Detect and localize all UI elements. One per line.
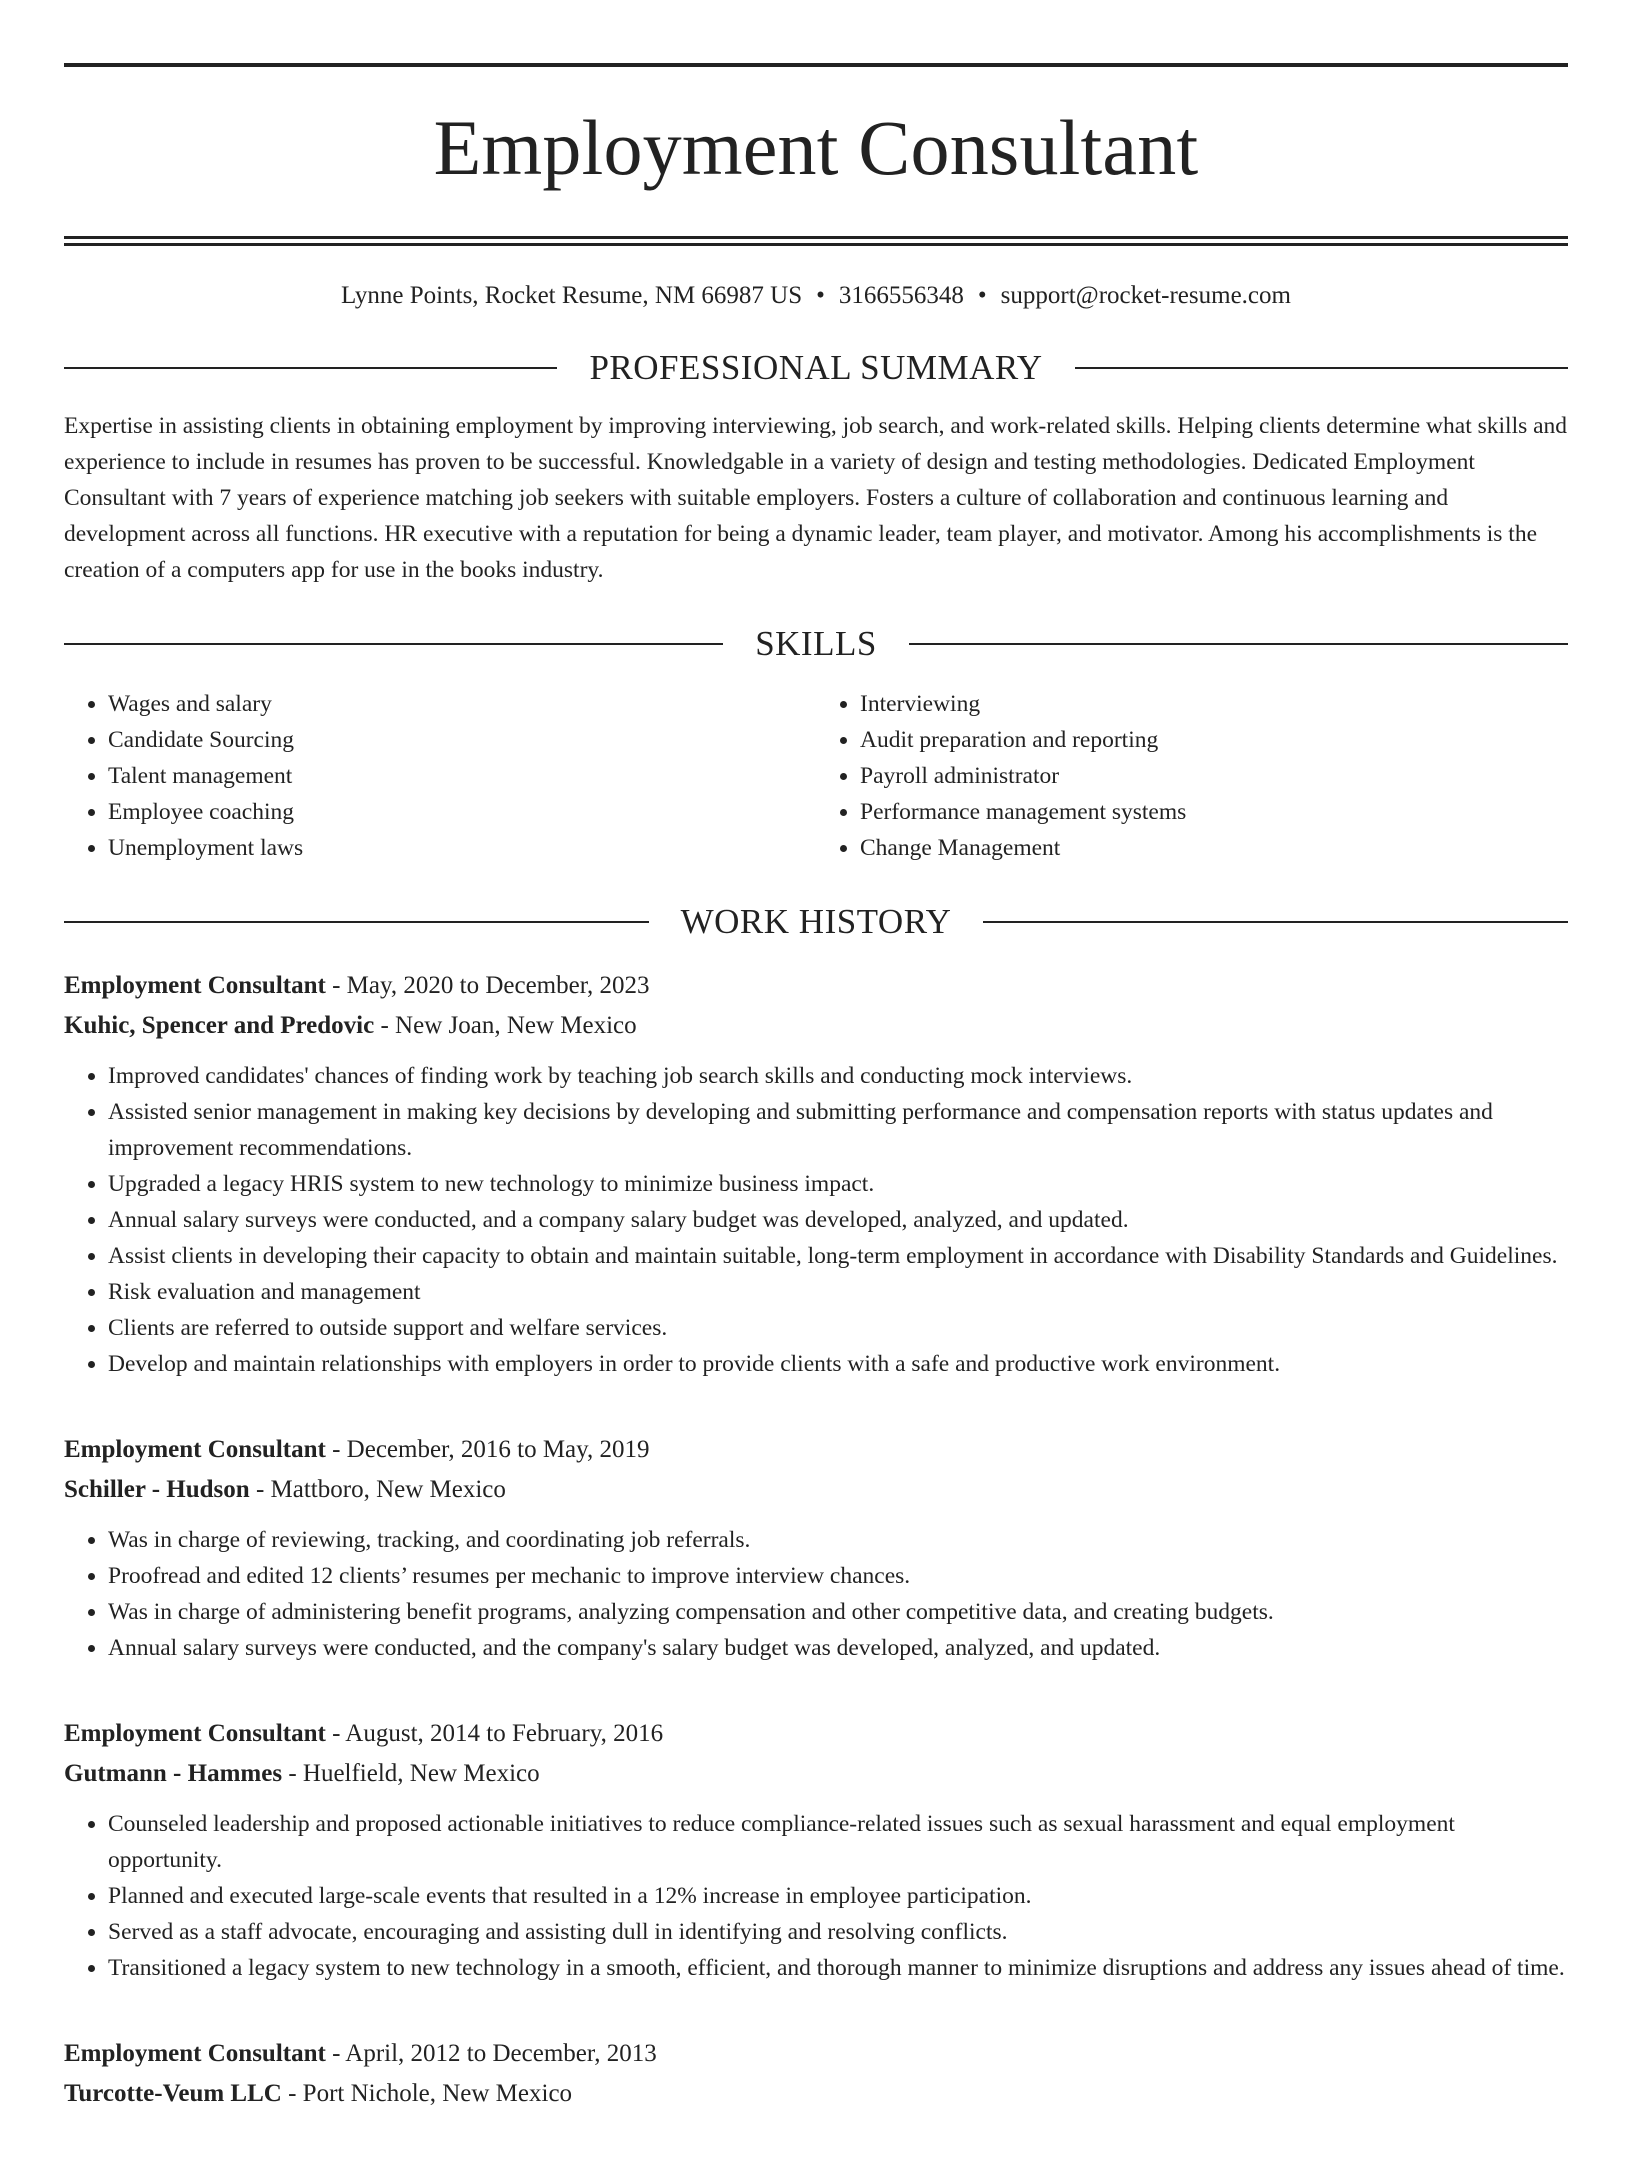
- skill-item: • Change Management: [860, 830, 1568, 866]
- job-bullet: • Transitioned a legacy system to new technology in a smooth, efficient, and thorough manner to minimize disruptions and address any issues ahead of time.: [108, 1950, 1568, 1986]
- job-bullet: • Served as a staff advocate, encouraging and assisting dull in identifying and resolving conflicts.: [108, 1914, 1568, 1950]
- job-dates: - April, 2012 to December, 2013: [325, 2040, 657, 2067]
- resume-title: Employment Consultant: [433, 104, 1199, 191]
- skill-item: • Audit preparation and reporting: [860, 722, 1568, 758]
- job-bullet: • Risk evaluation and management: [108, 1274, 1568, 1310]
- section-rule: [64, 921, 649, 923]
- top-rule: [64, 63, 1568, 67]
- skill-item: • Payroll administrator: [860, 758, 1568, 794]
- job-company-line: [64, 2074, 1568, 2114]
- job-bullet: • Annual salary surveys were conducted, and a company salary budget was developed, analyzed, and updated.: [108, 1202, 1568, 1238]
- summary-text: Expertise in assisting clients in obtaining employment by improving interviewing, job search, and work-related skills. Helping clients determine what skills and experience to include in resumes has proven to be successful. Knowledgable in a variety of design and testing methodologies. Dedicated Employment Consultant with 7 years of experience matching job seekers with suitable employers. Fosters a culture of collaboration and continuous learning and development across all functions. HR executive with a reputation for being a dynamic leader, team player, and motivator. Among his accomplishments is the creation of a computers app for use in the books industry.: [64, 413, 1568, 583]
- section-rule: [909, 643, 1568, 645]
- skill-item: • Candidate Sourcing: [108, 722, 816, 758]
- contact-separator: •: [816, 282, 825, 309]
- job-bullet: • Upgraded a legacy HRIS system to new technology to minimize business impact.: [108, 1166, 1568, 1202]
- work-section-header: [64, 902, 1568, 942]
- job-location: - Port Nichole, New Mexico: [281, 2080, 573, 2107]
- job-location: - Mattboro, New Mexico: [249, 1476, 506, 1503]
- job-title: Employment Consultant: [64, 2040, 326, 2067]
- job-bullet: • Counseled leadership and proposed actionable initiatives to reduce compliance-related issues such as sexual harassment and equal employment opportunity.: [108, 1806, 1568, 1878]
- summary-section-header: [64, 348, 1568, 388]
- job-company-line: [64, 1006, 1568, 1046]
- job-bullet: • Annual salary surveys were conducted, and the company's salary budget was developed, analyzed, and updated.: [108, 1630, 1568, 1666]
- section-rule: [983, 921, 1568, 923]
- skills-column-right: [816, 686, 1568, 866]
- skill-item: • Talent management: [108, 758, 816, 794]
- section-rule: [64, 643, 723, 645]
- job-title-line: [64, 1430, 1568, 1470]
- summary-section-title: PROFESSIONAL SUMMARY: [589, 348, 1043, 387]
- job-entry: [64, 1430, 1568, 1666]
- contact-email: support@rocket-resume.com: [1000, 282, 1291, 309]
- skills-section-title: SKILLS: [755, 624, 877, 663]
- job-bullets: [64, 1058, 1568, 1382]
- job-bullets: [64, 1806, 1568, 1986]
- job-dates: - August, 2014 to February, 2016: [325, 1720, 664, 1747]
- job-bullet: • Was in charge of administering benefit programs, analyzing compensation and other competitive data, and creating budgets.: [108, 1594, 1568, 1630]
- job-dates: - May, 2020 to December, 2023: [325, 972, 650, 999]
- contact-phone: 3166556348: [838, 282, 964, 309]
- job-bullet: • Clients are referred to outside support and welfare services.: [108, 1310, 1568, 1346]
- job-title-line: [64, 2034, 1568, 2074]
- job-company: Gutmann - Hammes: [64, 1760, 283, 1787]
- job-location: - New Joan, New Mexico: [374, 1012, 637, 1039]
- job-title-line: [64, 966, 1568, 1006]
- skill-item: • Performance management systems: [860, 794, 1568, 830]
- contact-line: [64, 280, 1568, 312]
- job-bullet: • Assist clients in developing their capacity to obtain and maintain suitable, long-term employment in accordance with Disability Standards and Guidelines.: [108, 1238, 1568, 1274]
- contact-separator: •: [977, 282, 987, 309]
- skill-item: • Interviewing: [860, 686, 1568, 722]
- skill-item: • Unemployment laws: [108, 830, 816, 866]
- job-title-line: [64, 1714, 1568, 1754]
- job-company-line: [64, 1754, 1568, 1794]
- skill-item: • Employee coaching: [108, 794, 816, 830]
- contact-address: Lynne Points, Rocket Resume, NM 66987 US: [341, 282, 803, 309]
- skills-section-header: [64, 624, 1568, 664]
- title-double-rule: [64, 236, 1568, 246]
- skills-column-left: [64, 686, 816, 866]
- job-entry: [64, 966, 1568, 1382]
- job-company: Schiller - Hudson: [64, 1476, 250, 1503]
- job-bullet: • Improved candidates' chances of finding work by teaching job search skills and conducting mock interviews.: [108, 1058, 1568, 1094]
- skills-list: [64, 686, 1568, 866]
- job-bullet: • Was in charge of reviewing, tracking, and coordinating job referrals.: [108, 1522, 1568, 1558]
- job-dates: - December, 2016 to May, 2019: [325, 1436, 650, 1463]
- job-title: Employment Consultant: [64, 972, 326, 999]
- resume-page: [0, 63, 1632, 2175]
- job-bullet: • Develop and maintain relationships with employers in order to provide clients with a safe and productive work environment.: [108, 1346, 1568, 1382]
- job-location: - Huelfield, New Mexico: [282, 1760, 540, 1787]
- section-rule: [1075, 367, 1568, 369]
- job-entry: [64, 2034, 1568, 2114]
- job-entry: [64, 1714, 1568, 1986]
- work-history-list: [64, 966, 1568, 2114]
- job-bullets: [64, 1522, 1568, 1666]
- job-bullet: • Proofread and edited 12 clients’ resumes per mechanic to improve interview chances.: [108, 1558, 1568, 1594]
- job-company: Kuhic, Spencer and Predovic: [64, 1012, 375, 1039]
- job-bullet: • Assisted senior management in making key decisions by developing and submitting performance and compensation reports with status updates and improvement recommendations.: [108, 1094, 1568, 1166]
- section-rule: [64, 367, 557, 369]
- job-title: Employment Consultant: [64, 1436, 326, 1463]
- work-section-title: WORK HISTORY: [680, 902, 952, 941]
- job-bullet: • Planned and executed large-scale events that resulted in a 12% increase in employee participation.: [108, 1878, 1568, 1914]
- job-company: Turcotte-Veum LLC: [64, 2080, 282, 2107]
- skill-item: • Wages and salary: [108, 686, 816, 722]
- job-title: Employment Consultant: [64, 1720, 326, 1747]
- job-company-line: [64, 1470, 1568, 1510]
